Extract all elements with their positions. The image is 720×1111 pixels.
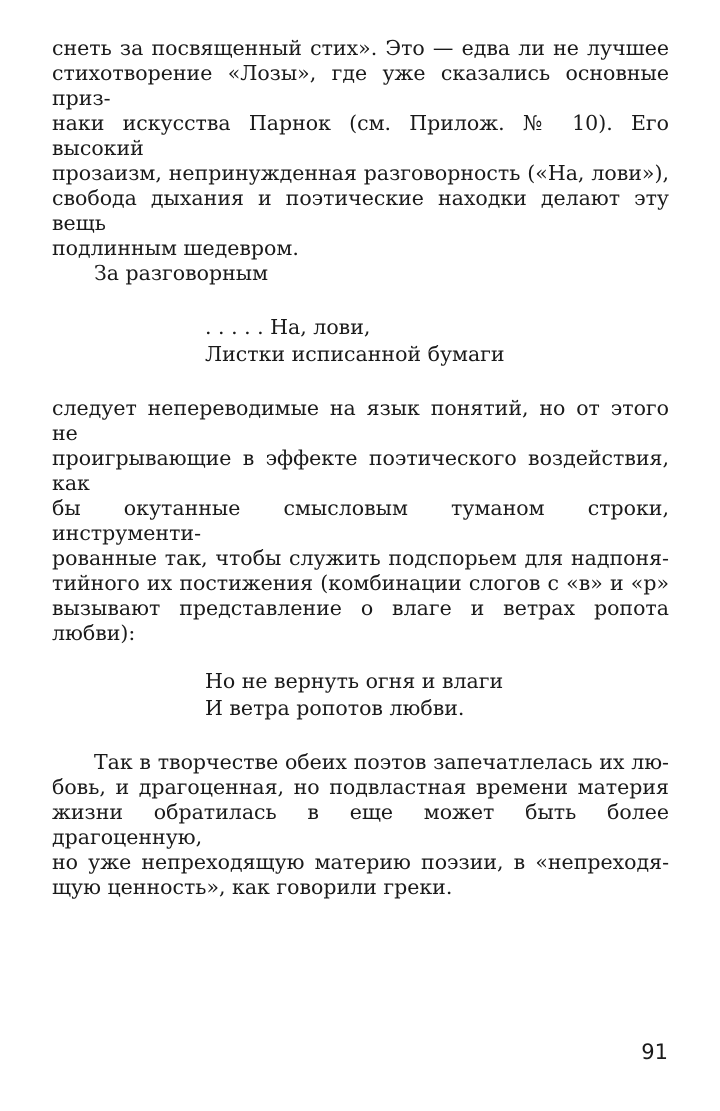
paragraph-3 [52, 396, 669, 646]
text-line: наки искусства Парнок (см. Прилож. № 10). Его высокий [52, 111, 669, 160]
text-line: свобода дыхания и поэтические находки делают эту вещь [52, 186, 669, 235]
page-number: 91 [641, 1040, 668, 1064]
verse-line: И ветра ропотов любви. [205, 696, 465, 720]
paragraph-1 [52, 36, 669, 261]
text-line: вызывают представление о влаге и ветрах ропота любви): [52, 596, 669, 645]
verse-1 [52, 314, 669, 368]
text-line: щую ценность», как говорили греки. [52, 875, 453, 899]
text-line: жизни обратилась в еще может быть более драгоценную, [52, 800, 669, 849]
text-line: прозаизм, непринужденная разговорность («На, лови»), [52, 161, 669, 185]
paragraph-4 [52, 750, 669, 900]
verse-line: Листки исписанной бумаги [205, 342, 505, 366]
paragraph-2-intro: За разговорным [94, 261, 269, 285]
verse-2 [52, 668, 669, 722]
verse-line: Но не вернуть огня и влаги [205, 669, 504, 693]
text-line: подлинным шедевром. [52, 236, 299, 260]
text-line: проигрывающие в эффекте поэтического воздействия, как [52, 446, 669, 495]
text-line: Так в творчестве обеих поэтов запечатлелась их лю- [94, 750, 669, 774]
text-line: снеть за посвященный стих». Это — едва ли не лучшее [52, 36, 669, 60]
verse-line: . . . . . На, лови, [205, 315, 371, 339]
text-line: рованные так, чтобы служить подспорьем для надпоня- [52, 546, 669, 570]
text-line: тийного их постижения (комбинации слогов с «в» и «р» [52, 571, 669, 595]
text-line: стихотворение «Лозы», где уже сказались основные приз- [52, 61, 669, 110]
page-text [52, 36, 669, 900]
text-line: следует непереводимые на язык понятий, но от этого не [52, 396, 669, 445]
text-line: но уже непреходящую материю поэзии, в «непреходя- [52, 850, 669, 874]
text-line: бовь, и драгоценная, но подвластная времени материя [52, 775, 669, 799]
text-line: бы окутанные смысловым туманом строки, инструменти- [52, 496, 669, 545]
